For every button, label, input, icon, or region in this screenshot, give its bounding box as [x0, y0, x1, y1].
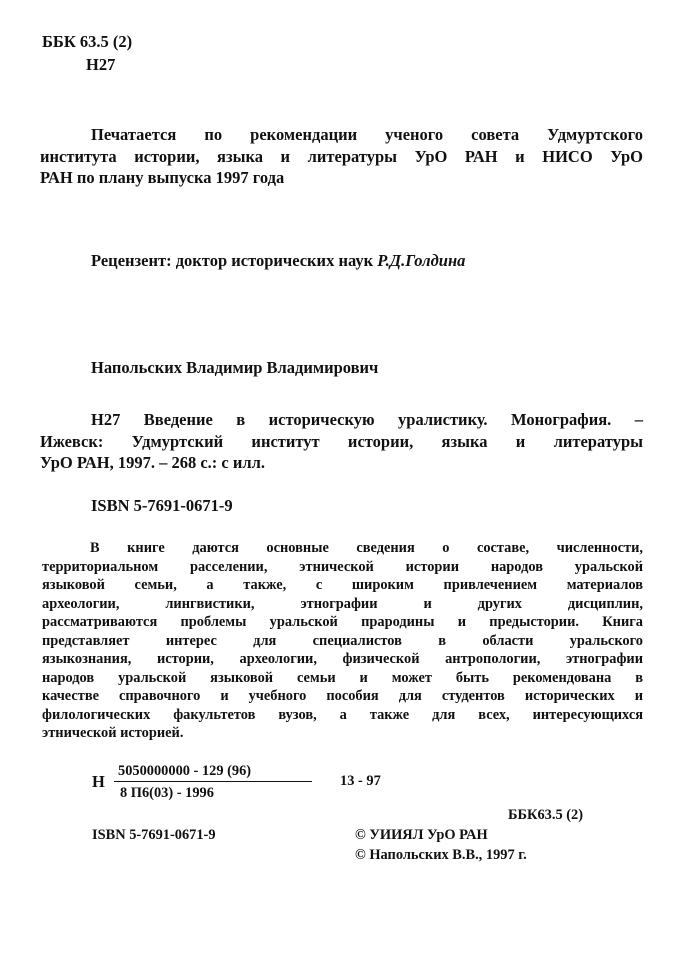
author-name: Напольских Владимир Владимирович	[91, 358, 379, 377]
reviewer-label: Рецензент: доктор исторических наук	[91, 251, 378, 270]
annotation-line: языковой семьи, а также, с широким привлечением материалов	[42, 577, 643, 593]
footer-bbk-code: ББК63.5 (2)	[508, 807, 584, 823]
bibliographic-line: Ижевск: Удмуртский институт истории, языка и литературы	[40, 431, 643, 451]
annotation-line: территориальном расселении, этнической истории народов уральской	[42, 558, 643, 575]
recommendation-paragraph	[40, 124, 643, 189]
bibliographic-line: УрО РАН, 1997. – 268 с.: с илл.	[40, 453, 266, 472]
author-mark: Н27	[86, 55, 116, 74]
copyright-institute: © УИИЯЛ УрО РАН	[355, 827, 488, 843]
copyright-author: © Напольских В.В., 1997 г.	[355, 847, 527, 863]
isbn-top: ISBN 5-7691-0671-9	[91, 496, 233, 515]
recommendation-line: института истории, языка и литературы УрО РАН и НИСО УрО	[40, 146, 643, 166]
classification-fraction	[114, 762, 324, 802]
footer-isbn: ISBN 5-7691-0671-9	[92, 827, 216, 843]
annotation-paragraph	[42, 539, 643, 743]
annotation-line: археологии, лингвистики, этнографии и других дисциплин,	[42, 595, 643, 612]
classification-numerator: 5050000000 - 129 (96)	[118, 763, 252, 779]
bibliographic-entry	[40, 409, 643, 474]
annotation-line: качестве справочного и учебного пособия для студентов исторических и	[42, 688, 643, 704]
annotation-line: народов уральской языковой семьи и может быть рекомендована в	[42, 669, 643, 686]
annotation-line: языкознания, истории, археологии, физической антропологии, этнографии	[42, 651, 643, 667]
reviewer-line	[91, 250, 465, 272]
bibliographic-line: Н27 Введение в историческую уралистику. Монография. –	[91, 410, 643, 429]
classification-suffix: 13 - 97	[340, 773, 381, 789]
recommendation-line: РАН по плану выпуска 1997 года	[40, 168, 285, 187]
fraction-bar	[114, 781, 312, 782]
classification-denominator: 8 П6(03) - 1996	[120, 785, 214, 802]
classification-letter: Н	[92, 772, 105, 791]
annotation-line: В книге даются основные сведения о составе, численности,	[90, 540, 643, 556]
annotation-line: филологических факультетов вузов, а также для всех, интересующихся	[42, 706, 643, 723]
bbk-code: ББК 63.5 (2)	[42, 32, 133, 51]
annotation-line: представляет интерес для специалистов в области уральского	[42, 632, 643, 649]
annotation-line: этнической историей.	[42, 725, 184, 741]
reviewer-name: Р.Д.Голдина	[377, 251, 466, 270]
annotation-line: рассматриваются проблемы уральской прародины и предыстории. Книга	[42, 614, 643, 630]
recommendation-line: Печатается по рекомендации ученого совета Удмуртского	[91, 125, 643, 144]
